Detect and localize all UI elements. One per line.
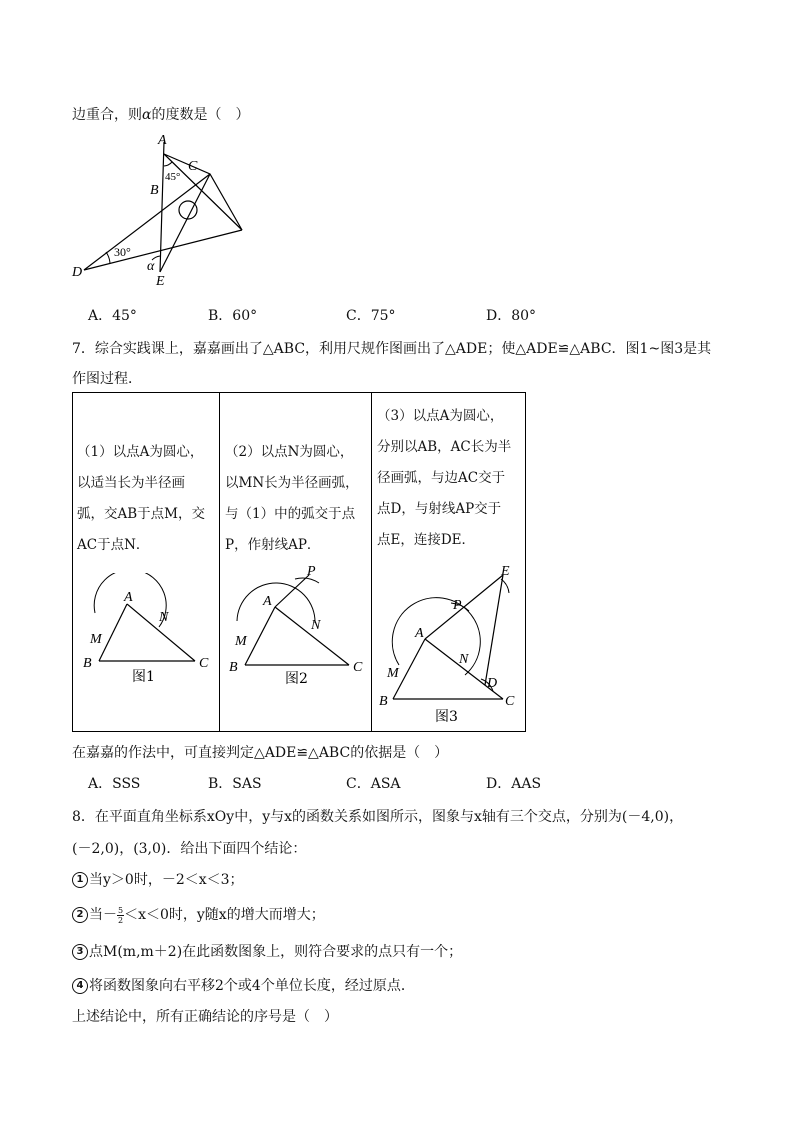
q7-fig3-label-m: M [387,666,399,681]
q6-alpha: α [142,107,152,123]
q7-figure-1 [77,573,217,688]
q7-option-b[interactable]: B．SAS [208,776,262,792]
q8-conclusion-1-text: 当y＞0时，－2＜x＜3； [89,872,244,888]
q7-cell-2-line-1: （2）以点N为圆心， [225,444,354,460]
q6-option-c[interactable]: C．75° [346,308,396,324]
q6-option-a[interactable]: A．45° [88,308,137,324]
q6-stem-prefix: 边重合，则 [72,107,142,123]
q8-conclusion-1 [72,869,244,889]
q7-cell-1-text [77,437,205,561]
q6-label-c: C [188,159,198,174]
q6-angle-30: 30° [114,245,131,259]
q7-cell-3-line-3: 径画弧，与边AC交于 [377,470,506,486]
q7-construction-table [72,392,526,732]
q7-fig1-label-m: M [90,632,102,647]
q7-cell-1-line-2: 以适当长为半径画 [77,475,185,491]
q7-fig2-label-n: N [311,618,321,633]
q8-stem-line2: (－2,0)，(3,0)．给出下面四个结论： [72,841,307,857]
q7-fig1-label-a: A [124,590,133,605]
q7-fig1-caption: 图1 [132,669,155,685]
q7-option-a[interactable]: A．SSS [88,776,141,792]
q7-cell-3-line-4: 点D，与射线AP交于 [377,501,502,517]
q8-closing: 上述结论中，所有正确结论的序号是（ ） [72,1009,338,1025]
q7-option-d[interactable]: D．AAS [486,776,542,792]
q7-fig1-label-b: B [83,656,92,671]
q7-fig3-label-a: A [415,626,424,641]
q7-question: 在嘉嘉的作法中，可直接判定△ADE≌△ABC的依据是（ ） [72,745,449,761]
q8-conclusion-3 [72,941,462,961]
q7-fig3-caption: 图3 [435,709,458,725]
q8-conclusion-2-suffix: ＜x＜0时，y随x的增大而增大； [124,907,325,923]
q6-option-b[interactable]: B．60° [208,308,258,324]
q7-fig3-label-d: D [487,676,498,691]
q6-label-alpha: α [147,259,155,274]
q7-fig1-label-c: C [199,656,209,671]
q7-fig3-label-b: B [379,694,388,709]
q8-stem-line1: 8．在平面直角坐标系xOy中，y与x的函数关系如图所示，图象与x轴有三个交点，分别为(－4,0)， [72,809,684,825]
q7-fig2-label-a: A [263,594,272,609]
q7-cell-2-line-2: 以MN长为半径画弧， [225,475,359,491]
q7-fig3-label-c: C [505,694,515,709]
q6-stem-suffix: 的度数是（ ） [151,107,250,123]
q8-conclusion-3-number: 3 [72,944,88,960]
q7-fig2-label-b: B [229,660,238,675]
q7-cell-2-line-4: P，作射线AP． [225,537,321,553]
q6-stem [72,104,249,124]
q8-conclusion-4-number: 4 [72,978,88,994]
q7-cell-1-line-4: AC于点N． [77,537,150,553]
q8-conclusion-2-number: 2 [72,907,88,923]
q8-conclusion-1-number: 1 [72,872,88,888]
q8-conclusion-3-text: 点M(m,m＋2)在此函数图象上，则符合要求的点只有一个； [89,944,463,960]
q7-figure-2 [223,563,371,693]
q7-stem-line2: 作图过程． [72,371,142,387]
q6-label-a: A [158,133,167,148]
q6-angle-45: 45° [165,171,181,183]
q6-label-e: E [156,274,165,289]
q6-figure [60,132,260,292]
q7-fig2-label-c: C [353,660,363,675]
q7-table-divider-1 [219,393,220,731]
q7-cell-3-line-5: 点E，连接DE． [377,532,476,548]
q8-conclusion-4-text: 将函数图象向右平移2个或4个单位长度，经过原点． [89,978,415,994]
q7-figure-3 [373,563,525,729]
q6-label-b: B [150,183,159,198]
q7-cell-1-line-3: 弧，交AB于点M，交 [77,506,205,522]
q8-conclusion-2 [72,904,325,925]
q8-fraction-denominator: 2 [118,915,124,925]
q7-cell-3-line-1: （3）以点A为圆心， [377,408,504,424]
q7-option-c[interactable]: C．ASA [346,776,401,792]
q7-cell-1-line-1: （1）以点A为圆心， [77,444,204,460]
q6-label-d: D [72,265,83,280]
q7-cell-2-line-3: 与（1）中的弧交于点 [225,506,356,522]
q7-table-divider-2 [371,393,372,731]
q7-stem-line1: 7．综合实践课上，嘉嘉画出了△ABC，利用尺规作图画出了△ADE；使△ADE≌△ABC．图1~图3是其 [72,341,712,357]
q7-fig3-label-e: E [501,564,510,579]
q7-cell-3-line-2: 分别以AB，AC长为半 [377,439,512,455]
q7-fig3-label-p: P [453,598,462,613]
q7-fig1-label-n: N [159,610,169,625]
q8-fraction-numerator: 5 [118,905,124,915]
q7-fig2-label-p: P [307,564,316,579]
q7-cell-3-text [377,401,511,556]
q8-conclusion-4 [72,975,415,995]
q6-option-d[interactable]: D．80° [486,308,537,324]
q7-fig3-label-n: N [459,652,469,667]
q8-conclusion-2-prefix: 当－ [89,907,117,923]
q7-fig2-caption: 图2 [285,671,308,687]
q7-fig2-label-m: M [235,634,247,649]
q7-cell-2-text [225,437,359,561]
